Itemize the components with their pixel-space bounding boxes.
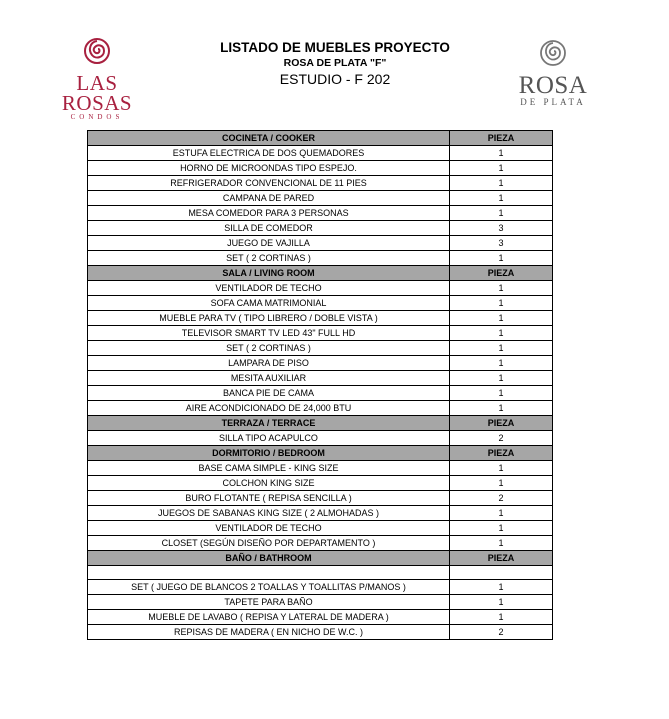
item-name: MESA COMEDOR PARA 3 PERSONAS — [88, 206, 450, 221]
item-qty: 1 — [450, 326, 553, 341]
item-qty: 1 — [450, 281, 553, 296]
item-qty: 2 — [450, 491, 553, 506]
item-qty: 1 — [450, 371, 553, 386]
item-name: REPISAS DE MADERA ( EN NICHO DE W.C. ) — [88, 625, 450, 640]
table-row — [88, 176, 553, 191]
item-name: MUEBLE PARA TV ( TIPO LIBRERO / DOBLE VISTA ) — [88, 311, 450, 326]
section-title: SALA / LIVING ROOM — [88, 266, 450, 281]
table-row — [88, 146, 553, 161]
item-qty: 1 — [450, 401, 553, 416]
item-name: CAMPANA DE PARED — [88, 191, 450, 206]
item-name: REFRIGERADOR CONVENCIONAL DE 11 PIES — [88, 176, 450, 191]
item-qty: 1 — [450, 476, 553, 491]
item-qty: 1 — [450, 610, 553, 625]
blank-row — [88, 566, 553, 580]
item-qty: 1 — [450, 521, 553, 536]
section-title: BAÑO / BATHROOM — [88, 551, 450, 566]
item-qty: 2 — [450, 431, 553, 446]
qty-header: PIEZA — [450, 266, 553, 281]
item-qty: 1 — [450, 146, 553, 161]
item-name: SILLA DE COMEDOR — [88, 221, 450, 236]
item-qty: 1 — [450, 176, 553, 191]
section-title: TERRAZA / TERRACE — [88, 416, 450, 431]
item-qty: 2 — [450, 625, 553, 640]
item-name: JUEGO DE VAJILLA — [88, 236, 450, 251]
table-row — [88, 521, 553, 536]
item-qty: 3 — [450, 221, 553, 236]
table-row — [88, 595, 553, 610]
item-name: CLOSET (SEGÚN DISEÑO POR DEPARTAMENTO ) — [88, 536, 450, 551]
item-name: SET ( 2 CORTINAS ) — [88, 251, 450, 266]
table-row — [88, 221, 553, 236]
table-row — [88, 281, 553, 296]
item-name: SILLA TIPO ACAPULCO — [88, 431, 450, 446]
rosa-de-plata-sub: DE PLATA — [520, 97, 586, 107]
item-name: VENTILADOR DE TECHO — [88, 281, 450, 296]
item-qty: 1 — [450, 311, 553, 326]
item-name: SET ( JUEGO DE BLANCOS 2 TOALLAS Y TOALLITAS P/MANOS ) — [88, 580, 450, 595]
table-row — [88, 251, 553, 266]
item-qty: 1 — [450, 461, 553, 476]
item-name: BASE CAMA SIMPLE - KING SIZE — [88, 461, 450, 476]
item-qty: 3 — [450, 236, 553, 251]
item-name: TELEVISOR SMART TV LED 43" FULL HD — [88, 326, 450, 341]
table-row — [88, 296, 553, 311]
table-row — [88, 401, 553, 416]
las-rosas-brand: LAS ROSAS — [61, 71, 133, 115]
table-row — [88, 461, 553, 476]
table-row — [88, 625, 553, 640]
item-name: BANCA PIE DE CAMA — [88, 386, 450, 401]
blank-cell — [450, 566, 553, 580]
item-name: MUEBLE DE LAVABO ( REPISA Y LATERAL DE MADERA ) — [88, 610, 450, 625]
qty-header: PIEZA — [450, 416, 553, 431]
item-name: JUEGOS DE SABANAS KING SIZE ( 2 ALMOHADAS ) — [88, 506, 450, 521]
section-title: COCINETA / COOKER — [88, 131, 450, 146]
item-name: LAMPARA DE PISO — [88, 356, 450, 371]
table-row — [88, 236, 553, 251]
item-name: BURO FLOTANTE ( REPISA SENCILLA ) — [88, 491, 450, 506]
section-header-row — [88, 266, 553, 281]
document-title: LISTADO DE MUEBLES PROYECTO — [220, 40, 450, 55]
section-header-row — [88, 131, 553, 146]
table-row — [88, 311, 553, 326]
table-row — [88, 371, 553, 386]
item-qty: 1 — [450, 191, 553, 206]
item-name: TAPETE PARA BAÑO — [88, 595, 450, 610]
item-name: AIRE ACONDICIONADO DE 24,000 BTU — [88, 401, 450, 416]
qty-header: PIEZA — [450, 446, 553, 461]
table-row — [88, 326, 553, 341]
las-rosas-sub: CONDOS — [70, 113, 124, 121]
table-row — [88, 476, 553, 491]
table-row — [88, 191, 553, 206]
las-rosas-logo — [40, 36, 154, 122]
section-title: DORMITORIO / BEDROOM — [88, 446, 450, 461]
table-row — [88, 206, 553, 221]
table-row — [88, 506, 553, 521]
qty-header: PIEZA — [450, 551, 553, 566]
item-qty: 1 — [450, 251, 553, 266]
item-qty: 1 — [450, 580, 553, 595]
item-name: VENTILADOR DE TECHO — [88, 521, 450, 536]
item-name: ESTUFA ELECTRICA DE DOS QUEMADORES — [88, 146, 450, 161]
item-qty: 1 — [450, 206, 553, 221]
furniture-table-body — [88, 131, 553, 640]
item-qty: 1 — [450, 356, 553, 371]
rosa-de-plata-brand: ROSA — [518, 72, 588, 99]
unit-label: ESTUDIO - F 202 — [279, 71, 391, 87]
item-qty: 1 — [450, 341, 553, 356]
table-row — [88, 386, 553, 401]
item-qty: 1 — [450, 161, 553, 176]
section-header-row — [88, 551, 553, 566]
item-name: COLCHON KING SIZE — [88, 476, 450, 491]
table-row — [88, 161, 553, 176]
table-row — [88, 491, 553, 506]
rose-icon — [538, 38, 568, 68]
table-row — [88, 356, 553, 371]
item-name: SOFA CAMA MATRIMONIAL — [88, 296, 450, 311]
table-row — [88, 536, 553, 551]
table-row — [88, 341, 553, 356]
item-qty: 1 — [450, 536, 553, 551]
table-row — [88, 610, 553, 625]
section-header-row — [88, 416, 553, 431]
item-qty: 1 — [450, 506, 553, 521]
qty-header: PIEZA — [450, 131, 553, 146]
rosa-de-plata-logo — [503, 38, 603, 108]
section-header-row — [88, 446, 553, 461]
item-qty: 1 — [450, 595, 553, 610]
item-name: MESITA AUXILIAR — [88, 371, 450, 386]
item-qty: 1 — [450, 386, 553, 401]
item-name: SET ( 2 CORTINAS ) — [88, 341, 450, 356]
furniture-table — [87, 130, 553, 640]
rose-icon — [82, 36, 112, 66]
item-name: HORNO DE MICROONDAS TIPO ESPEJO. — [88, 161, 450, 176]
table-row — [88, 580, 553, 595]
blank-cell — [88, 566, 450, 580]
table-row — [88, 431, 553, 446]
item-qty: 1 — [450, 296, 553, 311]
project-name: ROSA DE PLATA "F" — [283, 57, 387, 69]
document-header — [170, 40, 500, 88]
